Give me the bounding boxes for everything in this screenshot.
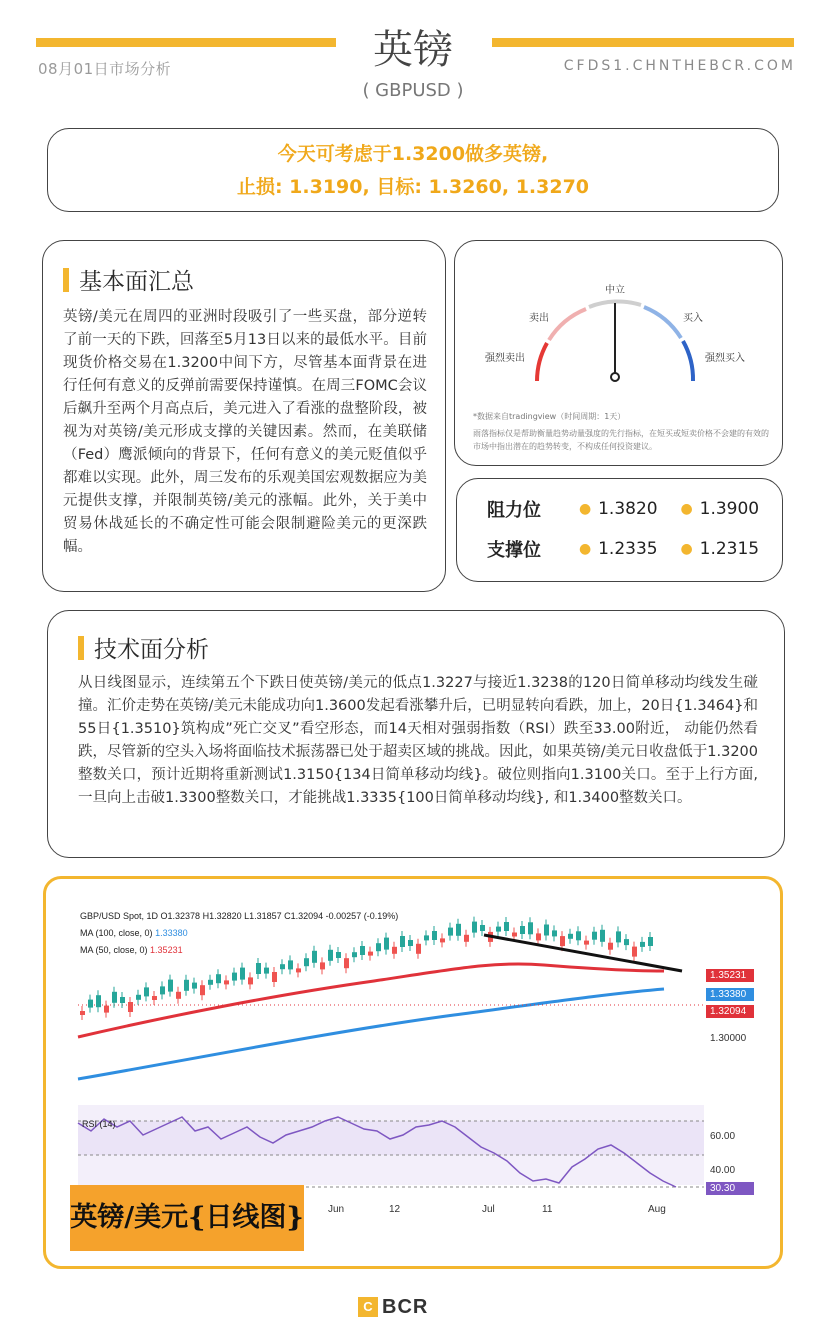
- candle: [104, 1006, 109, 1013]
- support-value-2: 1.2315: [699, 539, 760, 559]
- candle: [288, 960, 293, 969]
- chart-caption-text: 英镑/美元{日线图}: [70, 1202, 304, 1233]
- heading-marker: [63, 268, 69, 292]
- candle: [216, 974, 221, 983]
- candle: [560, 936, 565, 946]
- candle: [512, 933, 517, 937]
- candle: [464, 935, 469, 942]
- candle: [120, 997, 125, 1003]
- support-row: [487, 529, 782, 569]
- candle: [224, 980, 229, 984]
- candle: [208, 980, 213, 985]
- resistance-row: [487, 489, 782, 529]
- bullet-icon: ●: [680, 541, 693, 557]
- candle: [312, 951, 317, 963]
- technical-text: 从日线图显示，连续第五个下跌日使英镑/美元的低点1.3227与接近1.3238的120日简单移动均线发生碰撞。汇价走势在英镑/美元未能成功向1.3600发起看涨攀升后，已明显转向看跌，加上，20日{1.3464}和55日{1.3510}筑构成”死亡交叉”看空形态，而14天相对强弱指数（RSI）跌至33.00附近， 动能仍然看跌，尽管新的空头入场将面临技术振荡器已处于超卖区域的挑战。因此，如果英镑/美元日收盘低于1.3200整数关口，预计近期将重新测试1.3150{134日简单移动均线}。破位则指向1.3100关口。至于上行方面,一旦向上击破1.3300整数关口，才能挑战1.3335{100日简单移动均线}, 和1.3400整数关口。: [78, 675, 758, 806]
- chart-legend-ma50: [80, 945, 183, 955]
- page-title: 英镑: [373, 27, 453, 73]
- candle: [128, 1002, 133, 1012]
- candle: [472, 922, 477, 933]
- candle: [568, 934, 573, 939]
- candle: [504, 922, 509, 931]
- x-tick-aug: Aug: [648, 1204, 666, 1215]
- candle: [200, 985, 205, 995]
- candle: [136, 995, 141, 1000]
- fundamental-heading: [63, 263, 427, 296]
- candle: [544, 925, 549, 936]
- sentiment-gauge-panel: [454, 240, 783, 466]
- recommendation-line-2: 止损: 1.3190, 目标: 1.3260, 1.3270: [236, 176, 590, 198]
- rsi-label: RSI (14): [82, 1119, 116, 1129]
- chart-legend-ma100: [80, 928, 188, 938]
- gauge-note-disclaimer: 雨落指标仅是帮助衡量趋势动量强度的先行指标，在短买或短卖价格不会建的有效的 市场中指出潜在的趋势转变，不构成任何投资建议。: [473, 429, 769, 451]
- price-tag-ma100: 1.33380: [706, 988, 754, 1001]
- candle: [296, 968, 301, 972]
- candle: [184, 980, 189, 991]
- candle: [520, 926, 525, 934]
- candle: [144, 987, 149, 996]
- gauge-label-buy: 买入: [683, 313, 703, 324]
- chart-caption: [70, 1185, 304, 1251]
- candle: [408, 940, 413, 946]
- candle: [240, 968, 245, 980]
- candle: [304, 958, 309, 966]
- candle: [456, 924, 461, 936]
- technical-heading-text: 技术面分析: [94, 637, 209, 663]
- candle: [112, 992, 117, 1003]
- bcr-logo: [358, 1294, 428, 1320]
- candle: [264, 968, 269, 974]
- resistance-value-2: 1.3900: [699, 499, 760, 519]
- chart-legend-ohlc: GBP/USD Spot, 1D O1.32378 H1.32820 L1.31857 C1.32094 -0.00257 (-0.19%): [80, 911, 399, 921]
- site-url[interactable]: CFDS1.CHNTHEBCR.COM: [563, 58, 796, 74]
- candle: [432, 931, 437, 940]
- candle: [416, 944, 421, 954]
- candle: [400, 936, 405, 947]
- candle: [360, 946, 365, 955]
- ma50-value: 1.35231: [150, 945, 183, 955]
- candle: [320, 962, 325, 969]
- x-tick-12: 12: [389, 1204, 401, 1215]
- chart-area: [74, 891, 754, 1221]
- candle: [368, 952, 373, 956]
- rsi-level-40: 40.00: [710, 1165, 736, 1176]
- candle: [160, 986, 165, 994]
- fundamental-text: 英镑/美元在周四的亚洲时段吸引了一些买盘，部分逆转了前一天的下跌，回落至5月13日以来的最低水平。目前现货价格交易在1.3200中间下方，尽管基本面背景在进行任何有意义的反弹前需要保持谨慎。在周三FOMC会议后飙升至两个月高点后，美元进入了看涨的盘整阶段，被视为对英镑/美元形成支撑的关键因素。然而，在美联储（Fed）鹰派倾向的背景下，任何有意义的美元贬值似乎都难以实现。此外，周三发布的乐观美国宏观数据应为美元提供支撑，并限制英镑/美元的涨幅。此外，关于美中贸易休战延长的不确定性可能会限制避险美元的更深跌幅。: [63, 309, 427, 555]
- candle: [272, 972, 277, 982]
- candle: [376, 943, 381, 951]
- rsi-value-tag: 30.30: [706, 1182, 754, 1195]
- gauge-label-strong-sell: 强烈卖出: [485, 353, 525, 364]
- ma100-value: 1.33380: [155, 928, 188, 938]
- page-subtitle: ( GBPUSD ): [362, 80, 464, 101]
- support-value-1: 1.2335: [598, 539, 658, 559]
- candle: [584, 941, 589, 945]
- candle: [96, 995, 101, 1007]
- candle: [480, 925, 485, 931]
- candle: [616, 931, 621, 942]
- fundamental-panel: [42, 240, 446, 592]
- candle: [80, 1011, 85, 1015]
- candle: [88, 1000, 93, 1008]
- technical-heading: [78, 631, 758, 664]
- candle: [232, 973, 237, 981]
- candle: [640, 942, 645, 947]
- ma100-line: [78, 989, 664, 1079]
- candle: [528, 922, 533, 934]
- bullet-icon: ●: [578, 541, 592, 557]
- technical-panel: [47, 610, 785, 858]
- heading-marker: [78, 636, 84, 660]
- logo-text: BCR: [382, 1295, 429, 1318]
- price-tag-ma50: 1.35231: [706, 969, 754, 982]
- resistance-label: 阻力位: [487, 500, 541, 521]
- candle: [448, 928, 453, 936]
- support-label: 支撑位: [487, 540, 541, 561]
- candle: [496, 927, 501, 932]
- date-text: 08月01日市场分析: [38, 60, 172, 78]
- candle: [608, 943, 613, 950]
- chart-frame: [43, 876, 783, 1269]
- price-axis-label: 1.30000: [710, 1033, 747, 1044]
- candle: [336, 952, 341, 958]
- candle: [352, 952, 357, 957]
- gauge-label-neutral: 中立: [605, 285, 625, 296]
- candle: [256, 963, 261, 974]
- bullet-icon: ●: [578, 501, 592, 517]
- logo-mark-icon: C: [358, 1297, 378, 1317]
- candle: [280, 964, 285, 969]
- candle: [536, 933, 541, 940]
- candle: [440, 938, 445, 942]
- x-tick-jul: Jul: [482, 1204, 495, 1215]
- price-tag-close: 1.32094: [706, 1005, 754, 1018]
- rsi-level-60: 60.00: [710, 1131, 736, 1142]
- candle: [424, 935, 429, 940]
- candle: [176, 992, 181, 999]
- candle: [192, 983, 197, 989]
- candle: [592, 932, 597, 940]
- recommendation-line-1: 今天可考虑于1.3200做多英镑,: [277, 143, 549, 165]
- candle: [328, 950, 333, 961]
- candle: [392, 947, 397, 954]
- candle: [552, 930, 557, 936]
- recommendation-panel: [47, 128, 779, 212]
- gauge-note-source: *数据来自tradingview（时间周期：1天）: [473, 412, 626, 421]
- candle: [576, 931, 581, 940]
- candle: [384, 938, 389, 950]
- candle: [344, 958, 349, 968]
- x-tick-jun: Jun: [328, 1204, 345, 1215]
- ma100-label: MA (100, close, 0): [80, 928, 153, 938]
- candle: [168, 980, 173, 992]
- candle: [632, 947, 637, 957]
- bullet-icon: ●: [680, 501, 693, 517]
- candle: [648, 937, 653, 946]
- resistance-value-1: 1.3820: [598, 499, 658, 519]
- fundamental-heading-text: 基本面汇总: [79, 269, 194, 295]
- x-tick-11: 11: [542, 1204, 553, 1215]
- levels-panel: [456, 478, 783, 582]
- gauge-label-sell: 卖出: [529, 313, 549, 324]
- ma50-label: MA (50, close, 0): [80, 945, 148, 955]
- price-chart: [74, 891, 754, 1221]
- candle: [624, 939, 629, 945]
- candle: [152, 996, 157, 1000]
- candle: [600, 930, 605, 942]
- gauge-label-strong-buy: 强烈买入: [705, 353, 745, 364]
- candle: [248, 977, 253, 984]
